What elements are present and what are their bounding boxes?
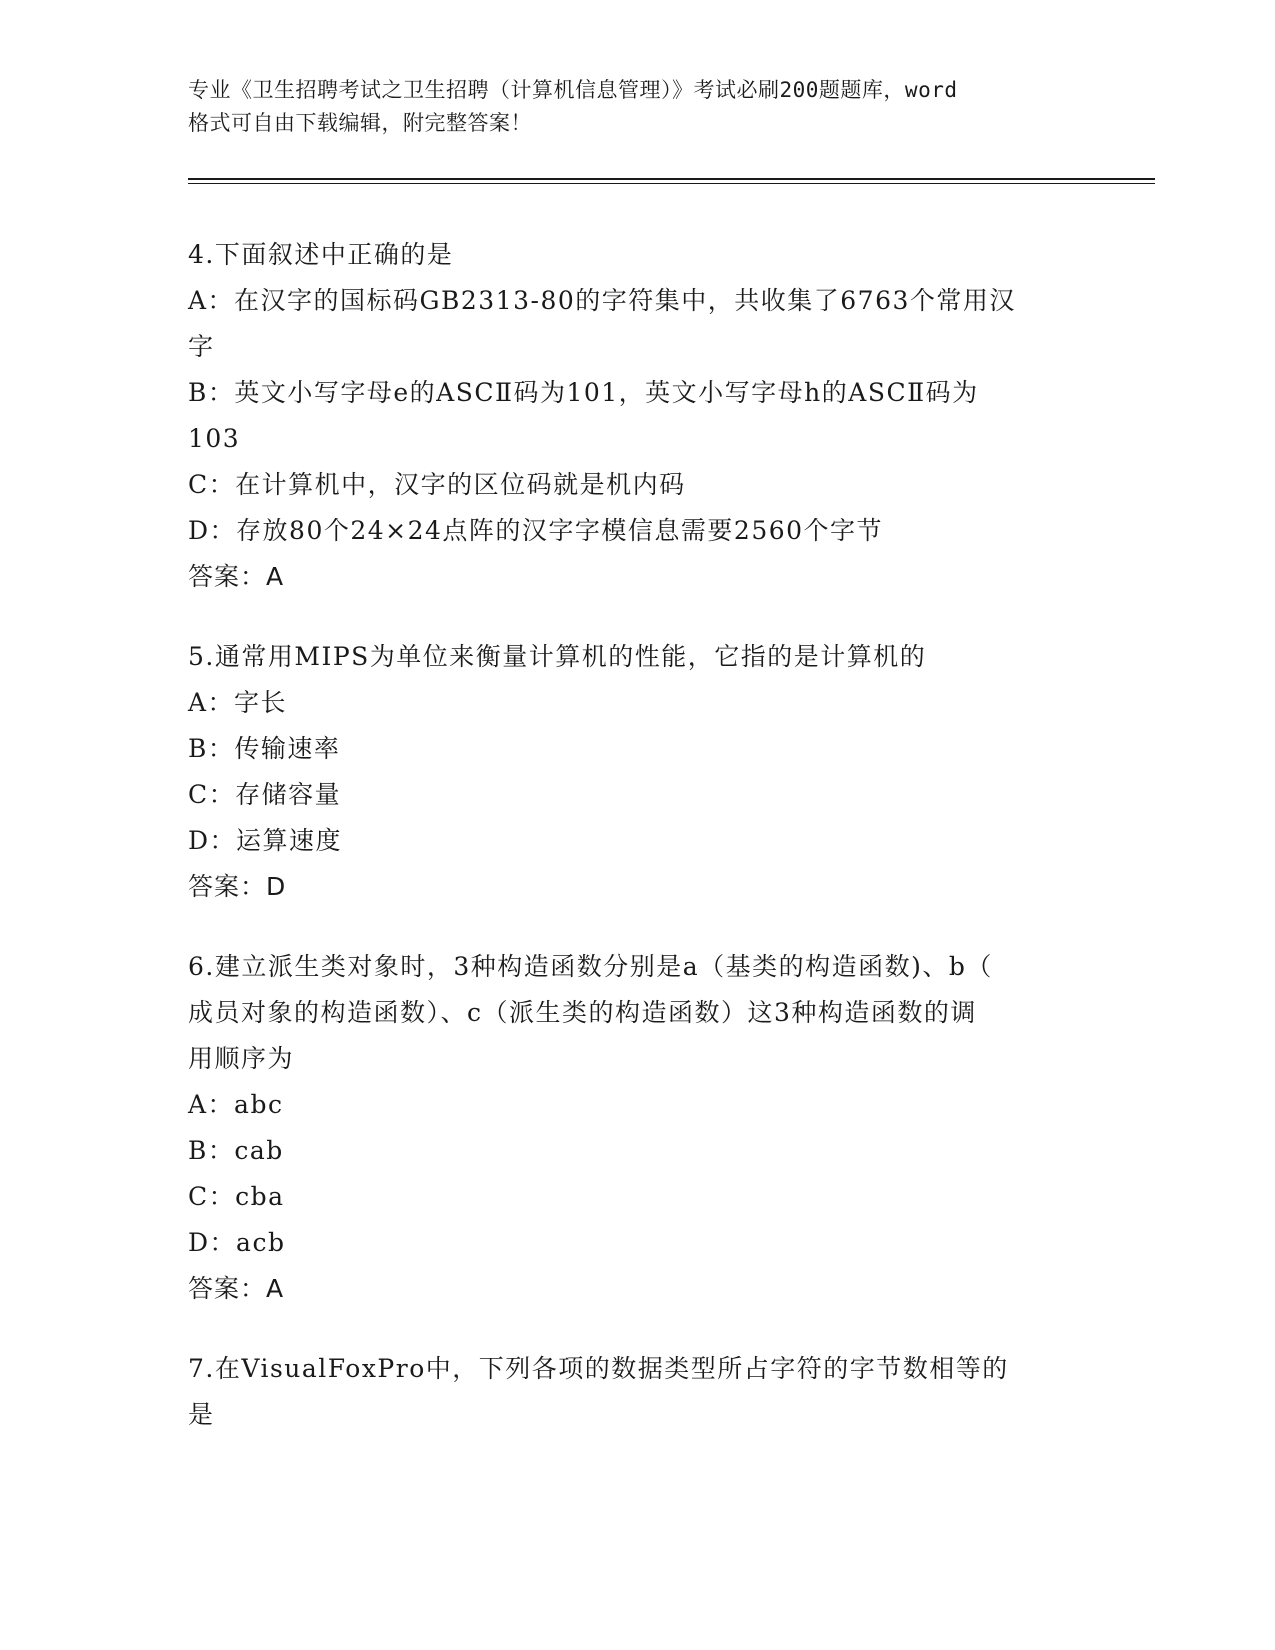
option-a: A：字长 (188, 688, 288, 717)
answer-label: 答案：A (188, 1274, 285, 1303)
question-stem-continued: 用顺序为 (188, 1044, 295, 1073)
option-b: B：cab (188, 1136, 284, 1165)
question-7 (188, 1346, 1088, 1438)
option-a: A：在汉字的国标码GB2313-80的字符集中，共收集了6763个常用汉 (188, 286, 1016, 315)
option-b: B：传输速率 (188, 734, 341, 763)
option-a: A：abc (188, 1090, 284, 1119)
header-line-1: 专业《卫生招聘考试之卫生招聘（计算机信息管理）》考试必刷200题题库，word (188, 78, 958, 102)
question-stem: 7.在VisualFoxPro中，下列各项的数据类型所占字符的字节数相等的 (188, 1354, 1009, 1383)
option-a-continued: 字 (188, 332, 215, 361)
option-c: C：cba (188, 1182, 285, 1211)
question-stem: 5.通常用MIPS为单位来衡量计算机的性能，它指的是计算机的 (188, 642, 927, 671)
answer-label: 答案：D (188, 872, 287, 901)
question-6 (188, 944, 1088, 1312)
answer-label: 答案：A (188, 562, 285, 591)
question-4 (188, 232, 1088, 600)
option-c: C：在计算机中，汉字的区位码就是机内码 (188, 470, 686, 499)
question-stem: 6.建立派生类对象时，3种构造函数分别是a（基类的构造函数)、b（ (188, 952, 993, 981)
option-d: D：acb (188, 1228, 286, 1257)
document-header (188, 74, 1088, 140)
question-stem-continued: 是 (188, 1400, 215, 1429)
question-list (188, 232, 1088, 1472)
header-line-2: 格式可自由下载编辑，附完整答案！ (188, 111, 532, 135)
question-stem-continued: 成员对象的构造函数）、c（派生类的构造函数）这3种构造函数的调 (188, 998, 977, 1027)
header-divider-thick (188, 178, 1155, 180)
option-d: D：存放80个24×24点阵的汉字字模信息需要2560个字节 (188, 516, 884, 545)
header-divider-thin (188, 183, 1155, 184)
option-b: B：英文小写字母e的ASCⅡ码为101，英文小写字母h的ASCⅡ码为 (188, 378, 979, 407)
question-stem: 4.下面叙述中正确的是 (188, 240, 454, 269)
option-c: C：存储容量 (188, 780, 342, 809)
option-d: D：运算速度 (188, 826, 343, 855)
option-b-continued: 103 (188, 424, 241, 453)
question-5 (188, 634, 1088, 910)
